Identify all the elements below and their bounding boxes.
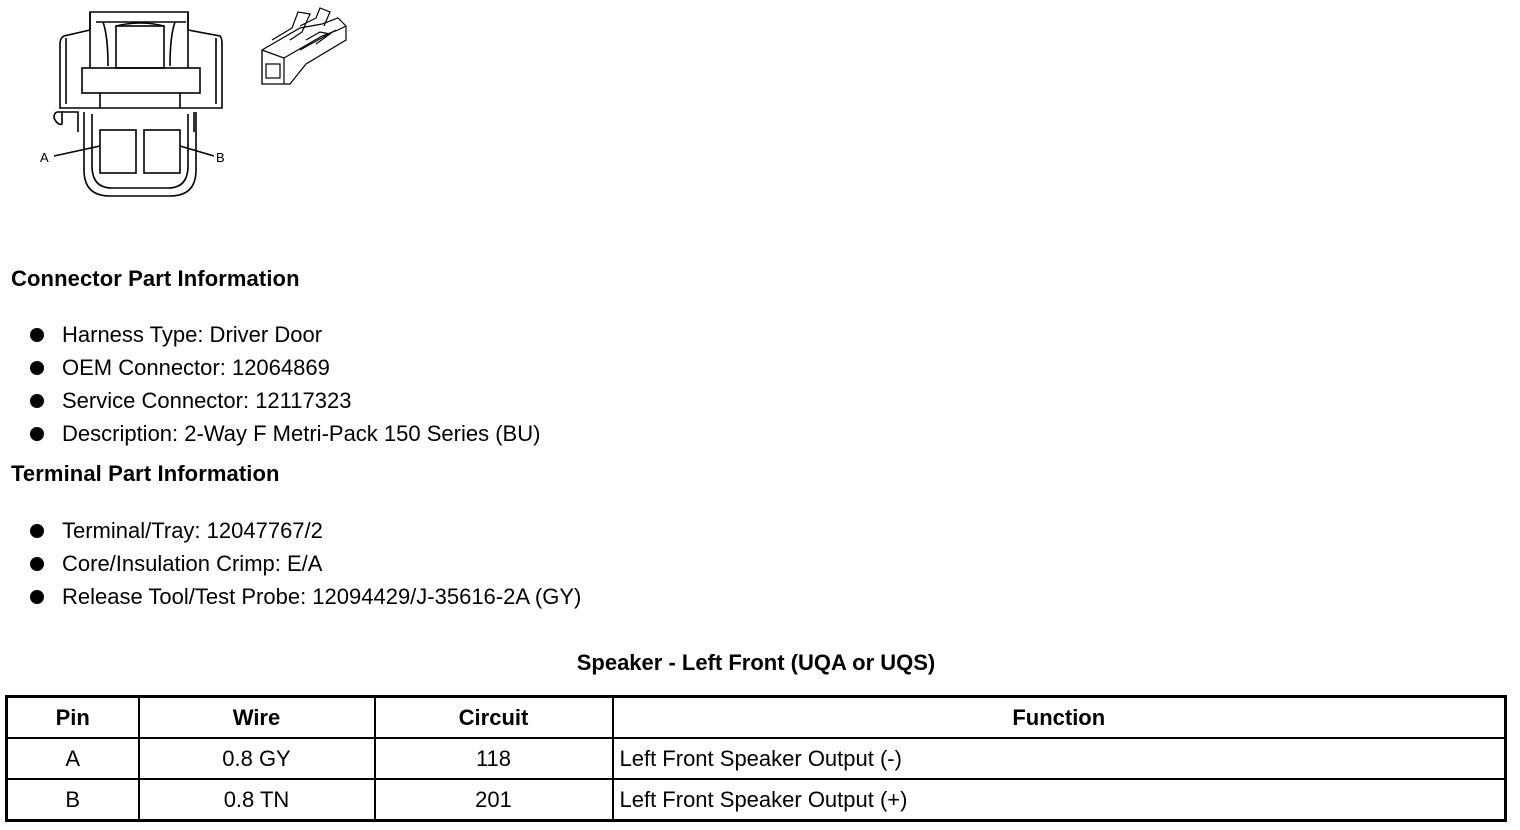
bullet-icon (30, 394, 44, 408)
list-item (30, 351, 540, 384)
list-item (30, 547, 581, 580)
terminal-info-list (30, 514, 581, 613)
table-row (7, 779, 1506, 821)
list-item-text: OEM Connector: 12064869 (62, 355, 330, 380)
list-item-text: Description: 2-Way F Metri-Pack 150 Series (BU) (62, 421, 541, 446)
list-item (30, 318, 540, 351)
list-item-text: Release Tool/Test Probe: 12094429/J-35616-2A (GY) (62, 584, 582, 609)
bullet-icon (30, 361, 44, 375)
list-item-text: Terminal/Tray: 12047767/2 (62, 518, 323, 543)
pin-a-label: A (40, 150, 49, 165)
connector-isometric-view (262, 8, 346, 84)
list-item (30, 514, 581, 547)
connector-info-heading: Connector Part Information (11, 266, 300, 291)
bullet-icon (30, 427, 44, 441)
bullet-icon (30, 328, 44, 342)
cell-pin: B (7, 779, 139, 821)
column-header-wire: Wire (139, 697, 375, 739)
pinout-table (5, 695, 1507, 822)
cell-function: Left Front Speaker Output (-) (613, 738, 1506, 779)
table-header-row (7, 697, 1506, 739)
column-header-circuit: Circuit (375, 697, 613, 739)
connector-info-list (30, 318, 540, 450)
column-header-function: Function (613, 697, 1506, 739)
column-header-pin: Pin (7, 697, 139, 739)
connector-diagram (0, 0, 360, 215)
cell-circuit: 201 (375, 779, 613, 821)
terminal-info-heading: Terminal Part Information (11, 461, 280, 486)
bullet-icon (30, 590, 44, 604)
list-item (30, 384, 540, 417)
cell-circuit: 118 (375, 738, 613, 779)
pin-b-label: B (216, 150, 225, 165)
connector-face-view (54, 12, 222, 196)
list-item (30, 417, 540, 450)
cell-wire: 0.8 GY (139, 738, 375, 779)
cell-wire: 0.8 TN (139, 779, 375, 821)
cell-function: Left Front Speaker Output (+) (613, 779, 1506, 821)
list-item-text: Service Connector: 12117323 (62, 388, 352, 413)
table-row (7, 738, 1506, 779)
bullet-icon (30, 524, 44, 538)
table-caption: Speaker - Left Front (UQA or UQS) (576, 650, 936, 675)
list-item (30, 580, 581, 613)
list-item-text: Harness Type: Driver Door (62, 322, 323, 347)
list-item-text: Core/Insulation Crimp: E/A (62, 551, 323, 576)
bullet-icon (30, 557, 44, 571)
cell-pin: A (7, 738, 139, 779)
